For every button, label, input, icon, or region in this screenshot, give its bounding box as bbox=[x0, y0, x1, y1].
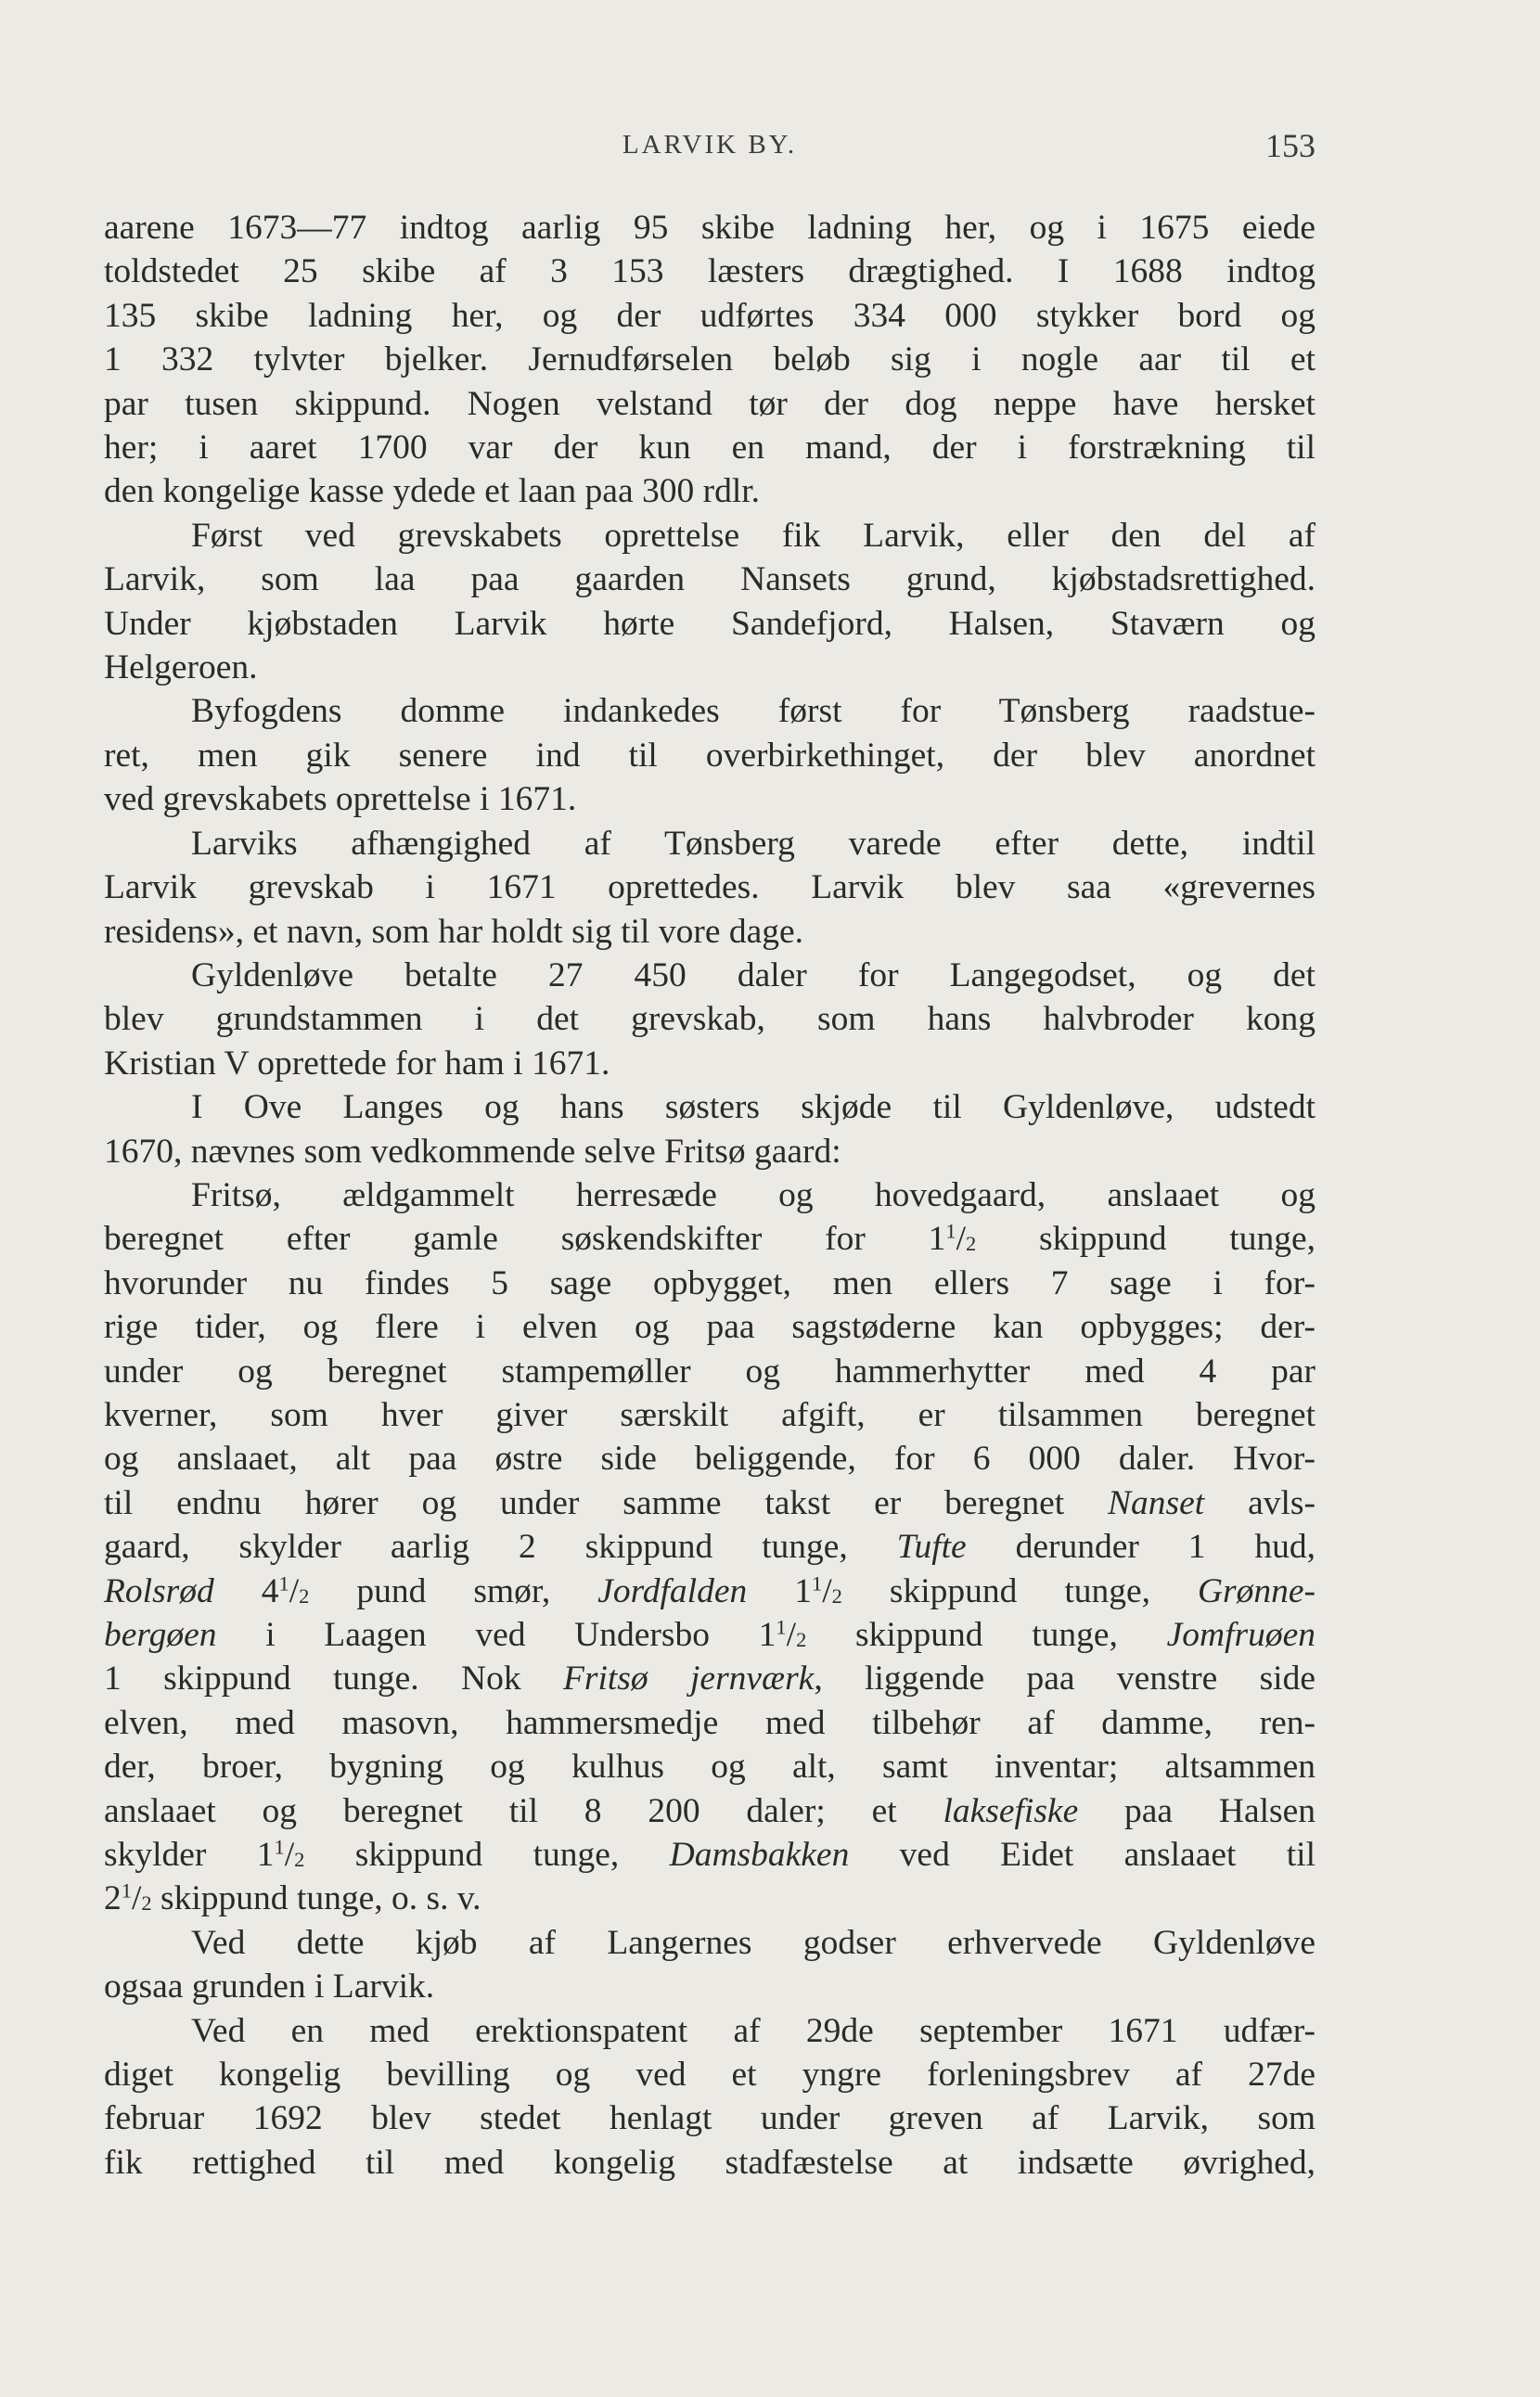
text-line: og anslaaet, alt paa østre side beliggende, for 6 000 daler. Hvor- bbox=[104, 1440, 1315, 1479]
text-line: Ved en med erektionspatent af 29de september 1671 udfær- bbox=[191, 2011, 1315, 2050]
running-title: LARVIK BY. bbox=[622, 130, 798, 160]
italic-term: Rolsrød bbox=[104, 1571, 214, 1610]
paragraph bbox=[104, 514, 1315, 690]
text-line: rige tider, og flere i elven og paa sagstøderne kan opbygges; der- bbox=[104, 1308, 1315, 1347]
paragraph bbox=[104, 822, 1315, 954]
italic-term: bergøen bbox=[104, 1616, 217, 1654]
body-text bbox=[104, 206, 1315, 2185]
text-line: Larvik, som laa paa gaarden Nansets grund, kjøbstadsrettighed. bbox=[104, 560, 1315, 599]
paragraph bbox=[104, 1085, 1315, 1173]
text-line: 1670, nævnes som vedkommende selve Fritsø gaard: bbox=[104, 1132, 841, 1171]
fraction: $1^1/_2$ bbox=[794, 1571, 842, 1610]
text-line: under og beregnet stampemøller og hammerhytter med 4 par bbox=[104, 1352, 1315, 1391]
text-line: 1 332 tylvter bjelker. Jernudførselen beløb sig i nogle aar til et bbox=[104, 340, 1315, 379]
italic-term: Jordfalden bbox=[597, 1571, 748, 1610]
fraction: $4^1/_2$ bbox=[261, 1571, 310, 1610]
text-line: Rolsrød $4^1/_2$ pund smør, Jordfalden $1^1/_2$ skippund tunge, Grønne- bbox=[104, 1571, 1316, 1610]
text-line: til endnu hører og under samme takst er beregnet Nanset avls- bbox=[104, 1483, 1315, 1522]
text-line: den kongelige kasse ydede et laan paa 300 rdlr. bbox=[104, 472, 761, 511]
fraction: $1^1/_2$ bbox=[758, 1615, 807, 1654]
paragraph bbox=[104, 954, 1315, 1085]
text-line: aarene 1673—77 indtog aarlig 95 skibe ladning her, og i 1675 eiede bbox=[104, 209, 1315, 247]
text-line: Gyldenløve betalte 27 450 daler for Langegodset, og det bbox=[191, 955, 1315, 994]
text-line: ved grevskabets oprettelse i 1671. bbox=[104, 780, 577, 819]
italic-term: Jomfruøen bbox=[1166, 1616, 1316, 1654]
paragraph bbox=[104, 1173, 1315, 1921]
fraction: $1^1/_2$ bbox=[928, 1219, 977, 1259]
text-line: fik rettighed til med kongelig stadfæstelse at indsætte øvrighed, bbox=[104, 2143, 1315, 2182]
text-line: Ved dette kjøb af Langernes godser erhvervede Gyldenløve bbox=[191, 1923, 1315, 1962]
text-line: Helgeroen. bbox=[104, 648, 258, 687]
text-line: Byfogdens domme indankedes først for Tønsberg raadstue- bbox=[191, 692, 1315, 731]
text-line: bergøen i Laagen ved Undersbo $1^1/_2$ skippund tunge, Jomfruøen bbox=[104, 1615, 1316, 1654]
page-header bbox=[104, 122, 1315, 169]
text-line: anslaaet og beregnet til 8 200 daler; et laksefiske paa Halsen bbox=[104, 1791, 1316, 1830]
fraction: $2^1/_2$ bbox=[104, 1879, 152, 1918]
text-line: diget kongelig bevilling og ved et yngre forleningsbrev af 27de bbox=[104, 2056, 1315, 2095]
text-line: Under kjøbstaden Larvik hørte Sandefjord, Halsen, Staværn og bbox=[104, 604, 1315, 643]
italic-term: Grønne- bbox=[1197, 1571, 1316, 1610]
text-line: skylder $1^1/_2$ skippund tunge, Damsbakken ved Eidet anslaaet til bbox=[104, 1835, 1315, 1875]
text-line: residens», et navn, som har holdt sig til vore dage. bbox=[104, 912, 804, 951]
text-line: $2^1/_2$ skippund tunge, o. s. v. bbox=[104, 1879, 481, 1918]
text-line: Fritsø, ældgammelt herresæde og hovedgaard, anslaaet og bbox=[191, 1175, 1315, 1214]
text-line: kverner, som hver giver særskilt afgift, er tilsammen beregnet bbox=[104, 1395, 1315, 1434]
italic-term: Nanset bbox=[1108, 1483, 1205, 1522]
text-line: I Ove Langes og hans søsters skjøde til Gyldenløve, udstedt bbox=[191, 1088, 1315, 1127]
page-number: 153 bbox=[1265, 127, 1315, 164]
text-line: Kristian V oprettede for ham i 1671. bbox=[104, 1044, 610, 1083]
italic-term: Fritsø jernværk bbox=[562, 1660, 815, 1698]
paragraph bbox=[104, 2009, 1315, 2186]
text-line: februar 1692 blev stedet henlagt under greven af Larvik, som bbox=[104, 2099, 1315, 2138]
text-line: Larviks afhængighed af Tønsberg varede efter dette, indtil bbox=[191, 824, 1315, 863]
text-line: Larvik grevskab i 1671 oprettedes. Larvik blev saa «grevernes bbox=[104, 868, 1315, 907]
paragraph bbox=[104, 1921, 1315, 2009]
text-line: hvorunder nu findes 5 sage opbygget, men ellers 7 sage i for- bbox=[104, 1263, 1315, 1302]
text-line: 1 skippund tunge. Nok Fritsø jernværk, liggende paa venstre side bbox=[104, 1660, 1315, 1698]
italic-term: laksefiske bbox=[943, 1791, 1079, 1830]
text-line: elven, med masovn, hammersmedje med tilbehør af damme, ren- bbox=[104, 1703, 1315, 1742]
text-line: par tusen skippund. Nogen velstand tør der dog neppe have hersket bbox=[104, 384, 1315, 423]
text-line: der, broer, bygning og kulhus og alt, samt inventar; altsammen bbox=[104, 1748, 1315, 1787]
text-line: gaard, skylder aarlig 2 skippund tunge, Tufte derunder 1 hud, bbox=[104, 1528, 1315, 1567]
text-line: blev grundstammen i det grevskab, som hans halvbroder kong bbox=[104, 1000, 1315, 1039]
text-line: ret, men gik senere ind til overbirkethinget, der blev anordnet bbox=[104, 736, 1315, 775]
italic-term: Tufte bbox=[896, 1528, 967, 1567]
fraction: $1^1/_2$ bbox=[256, 1835, 305, 1875]
text-line: beregnet efter gamle søskendskifter for $1^1/_2$ skippund tunge, bbox=[104, 1219, 1315, 1259]
italic-term: Damsbakken bbox=[669, 1836, 850, 1875]
text-line: her; i aaret 1700 var der kun en mand, der i forstrækning til bbox=[104, 429, 1315, 468]
text-line: ogsaa grunden i Larvik. bbox=[104, 1968, 435, 2006]
text-line: Først ved grevskabets oprettelse fik Larvik, eller den del af bbox=[191, 516, 1315, 555]
text-line: toldstedet 25 skibe af 3 153 læsters drægtighed. I 1688 indtog bbox=[104, 252, 1315, 291]
paragraph bbox=[104, 206, 1315, 514]
text-line: 135 skibe ladning her, og der udførtes 334 000 stykker bord og bbox=[104, 296, 1315, 335]
paragraph bbox=[104, 689, 1315, 821]
